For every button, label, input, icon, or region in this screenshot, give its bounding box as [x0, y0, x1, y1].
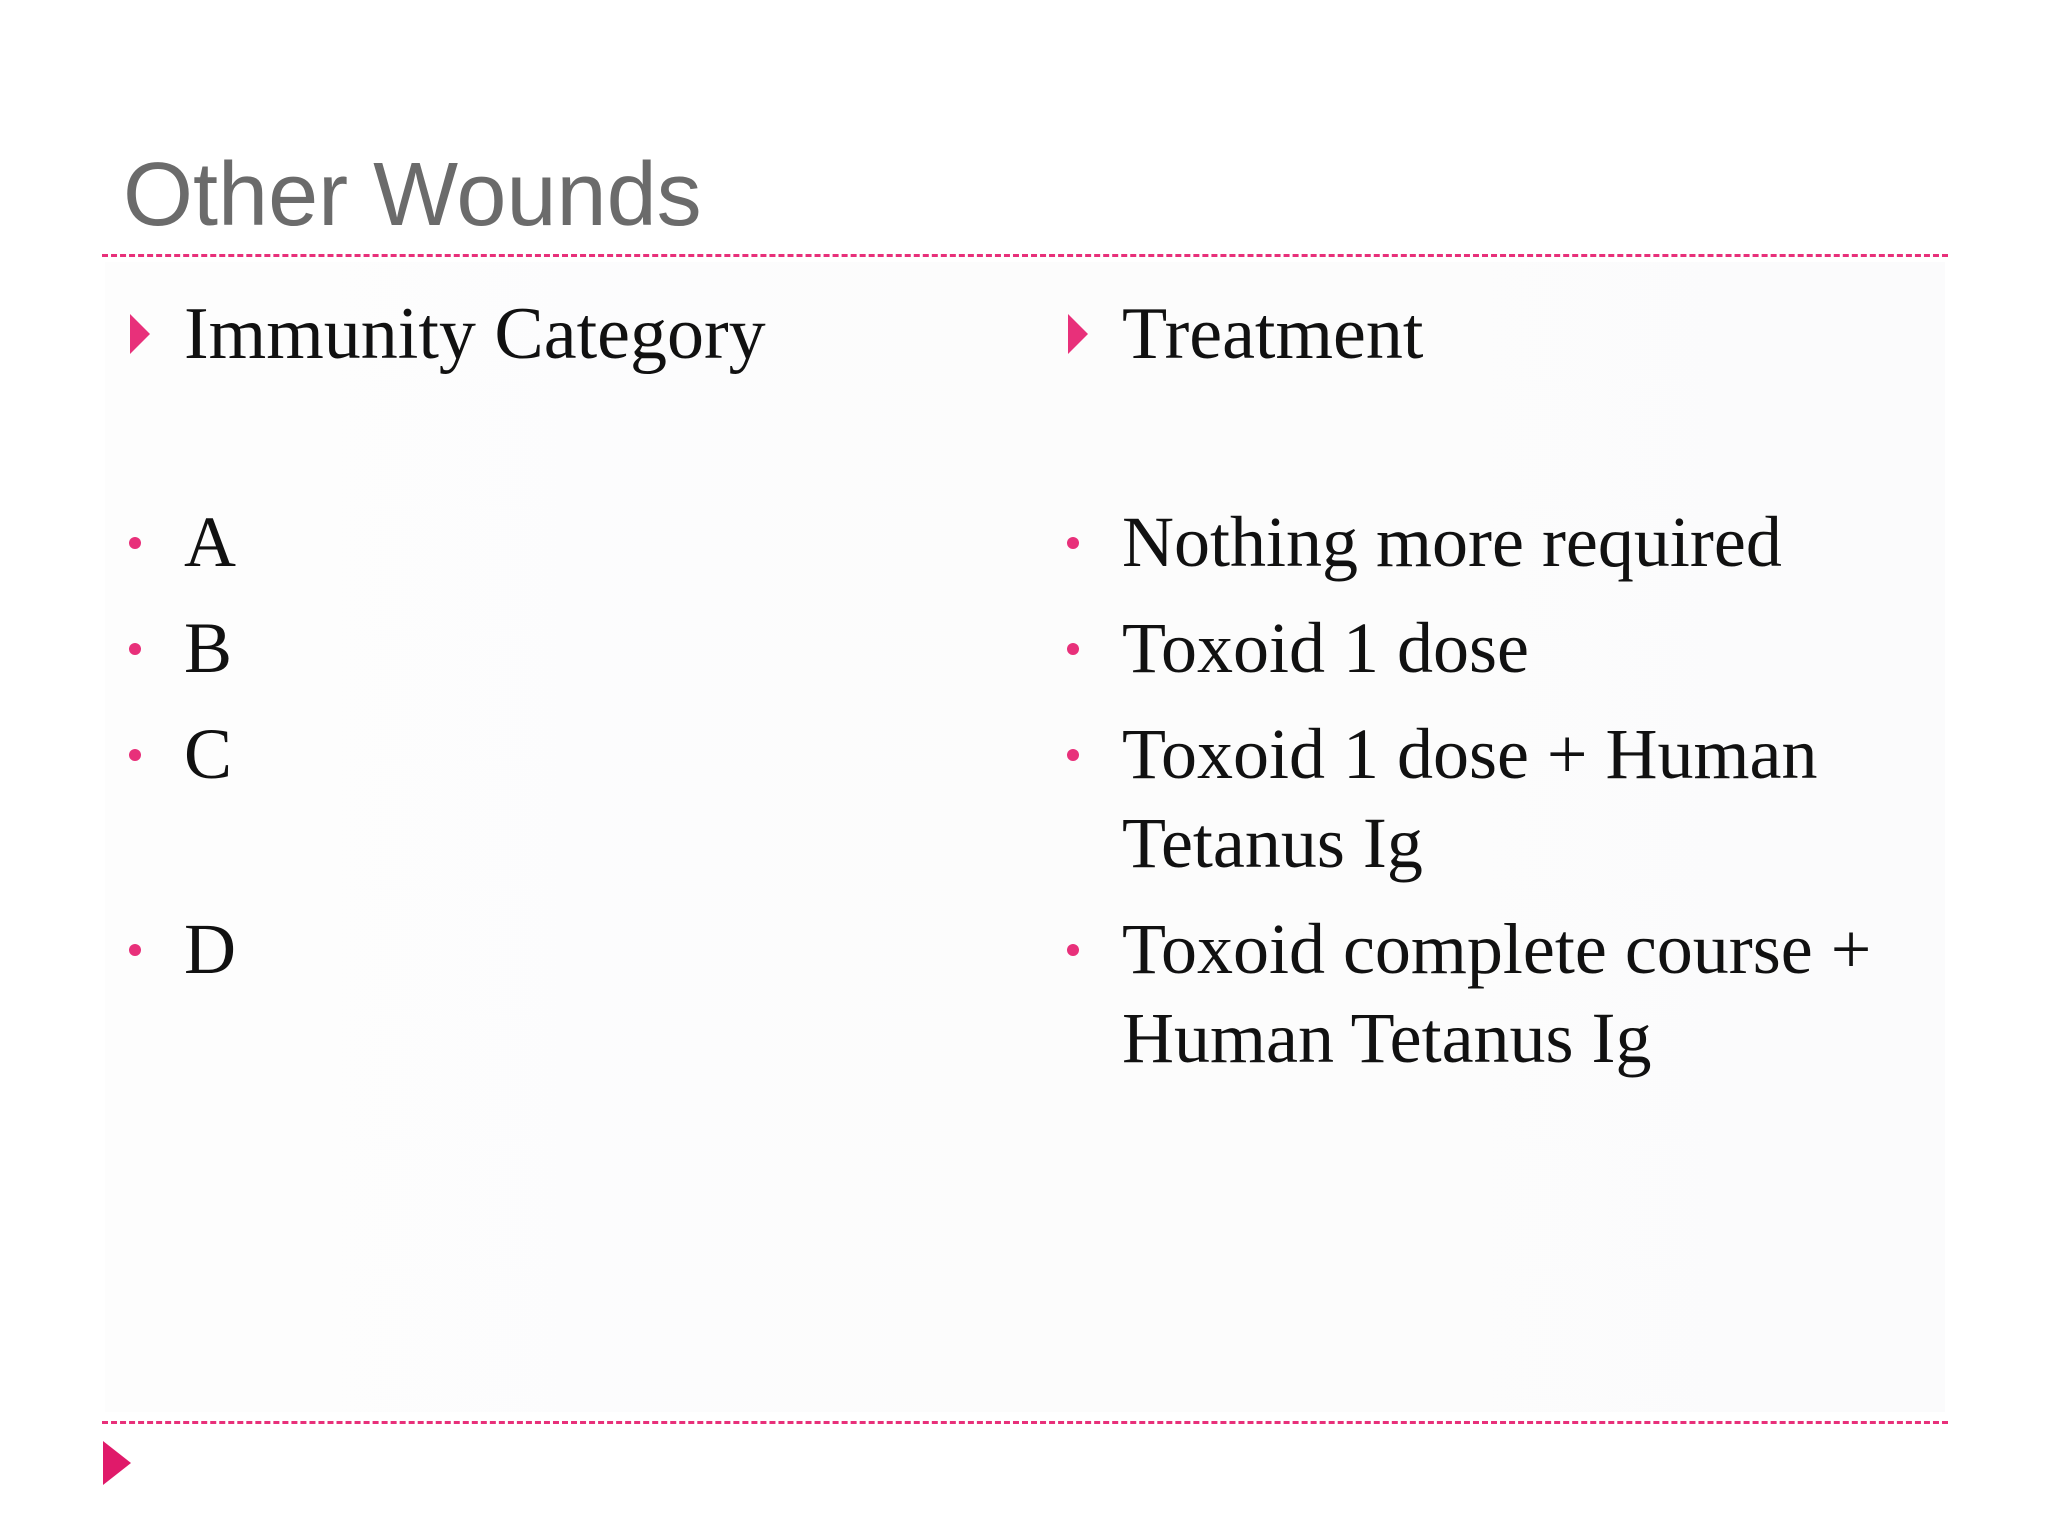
- dot-bullet-icon: [1067, 537, 1079, 549]
- list-item: [120, 710, 1000, 799]
- list-item-text: C: [184, 714, 233, 794]
- list-item-text: Toxoid 1 dose + Human Tetanus Ig: [1122, 714, 1818, 883]
- list-item-text: Toxoid 1 dose: [1122, 608, 1529, 688]
- treatment-column: [1058, 284, 1938, 1078]
- list-item-text: Nothing more required: [1122, 502, 1782, 582]
- column-heading-text: Immunity Category: [184, 293, 766, 375]
- triangle-corner-icon: [103, 1441, 131, 1485]
- list-item-text: D: [184, 909, 236, 989]
- immunity-category-list: [120, 498, 1000, 1011]
- immunity-category-column: [120, 284, 1000, 989]
- list-item-text: B: [184, 608, 233, 688]
- dot-bullet-icon: [1067, 643, 1079, 655]
- list-item: [1058, 905, 1938, 1083]
- triangle-bullet-icon: [1068, 314, 1088, 354]
- dot-bullet-icon: [129, 944, 141, 956]
- triangle-bullet-icon: [130, 314, 150, 354]
- bottom-dashed-divider: [102, 1421, 1948, 1424]
- treatment-heading: [1058, 284, 1938, 384]
- column-heading-text: Treatment: [1122, 293, 1424, 375]
- slide-title: Other Wounds: [123, 145, 702, 245]
- dot-bullet-icon: [129, 537, 141, 549]
- list-item: [120, 604, 1000, 693]
- dot-bullet-icon: [1067, 944, 1079, 956]
- list-item: [120, 498, 1000, 587]
- list-item: [120, 905, 1000, 994]
- list-item: [1058, 498, 1938, 587]
- dot-bullet-icon: [129, 643, 141, 655]
- dot-bullet-icon: [129, 749, 141, 761]
- top-dashed-divider: [102, 254, 1948, 257]
- dot-bullet-icon: [1067, 749, 1079, 761]
- immunity-category-heading: [120, 284, 1000, 384]
- list-item-text: A: [184, 502, 236, 582]
- list-item-text: Toxoid complete course + Human Tetanus Ig: [1122, 909, 1872, 1078]
- list-item: [1058, 604, 1938, 693]
- treatment-list: [1058, 498, 1938, 1100]
- list-item: [1058, 710, 1938, 888]
